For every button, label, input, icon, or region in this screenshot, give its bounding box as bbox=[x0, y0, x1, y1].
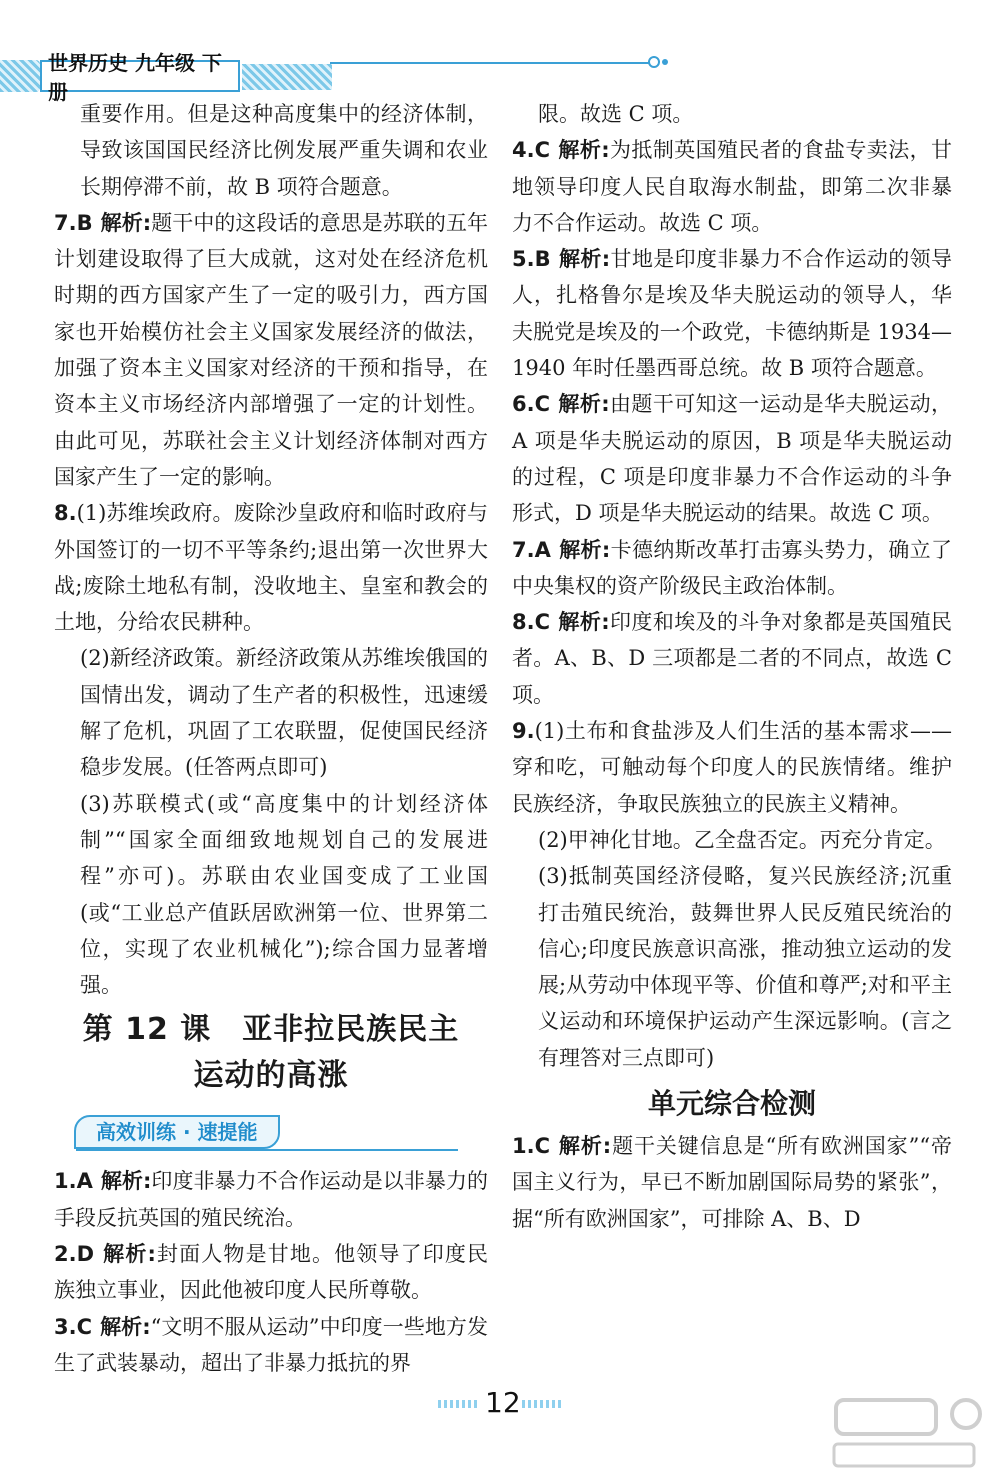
analysis-label: 解析: bbox=[558, 247, 611, 272]
answer-item-8-part3: (3)苏联模式(或“高度集中的计划经济体制”“国家全面细致地规划自己的发展进程”亦可)。苏联由农业国变成了工业国(或“工业总产值跃居欧洲第一位、世界第二位，实现了农业机械化”);综合国力显著增强。 bbox=[80, 791, 488, 998]
header-rule-dot bbox=[662, 59, 668, 65]
answer-item-8-part2: (2)新经济政策。新经济政策从苏维埃俄国的国情出发，调动了生产者的积极性，迅速缓解了危机，巩固了工农联盟，促使国民经济稳步发展。(任答两点即可) bbox=[80, 646, 488, 780]
footer-ornament-right bbox=[522, 1400, 562, 1408]
analysis-label: 解析: bbox=[100, 210, 152, 235]
continued-paragraph: 重要作用。但是这种高度集中的经济体制，导致该国国民经济比例发展严重失调和农业长期停滞不前，故 B 项符合题意。 bbox=[80, 102, 488, 199]
footer-ornament-left bbox=[438, 1400, 478, 1408]
right-column bbox=[512, 96, 952, 1237]
analysis-text: 题干中的这段话的意思是苏联的五年计划建设取得了巨大成就，这对处在经济危机时期的西方国家产生了一定的吸引力，西方国家也开始模仿社会主义国家发展经济的做法，加强了资本主义国家对经济的干预和指导，在资本主义市场经济内部增强了一定的计划性。由此可见，苏联社会主义计划经济体制对西方国家产生了一定的影响。 bbox=[54, 210, 488, 489]
analysis-label: 解析: bbox=[102, 1242, 156, 1267]
analysis-label: 解析: bbox=[558, 537, 611, 562]
answer-item-9 bbox=[512, 713, 952, 822]
analysis-text: 为抵制英国殖民者的食盐专卖法，甘地领导印度人民自取海水制盐，即第二次非暴力不合作运动。故选 C 项。 bbox=[512, 138, 953, 235]
unit-test-title: 单元综合检测 bbox=[647, 1087, 816, 1121]
answer-number: 2.D bbox=[54, 1242, 95, 1267]
answer-item-7b bbox=[512, 532, 952, 605]
answer-item-1 bbox=[54, 1163, 488, 1236]
answer-item-8b bbox=[512, 604, 952, 713]
left-column bbox=[54, 96, 488, 1381]
answer-item-9-part2: (2)甲神化甘地。乙全盘否定。丙充分肯定。 bbox=[538, 827, 946, 852]
analysis-text: 印度和埃及的斗争对象都是英国殖民者。A、B、D 三项都是二者的不同点，故选 C 项。 bbox=[512, 610, 953, 707]
answer-number: 3.C bbox=[54, 1314, 93, 1339]
answer-number: 7.A bbox=[512, 537, 551, 562]
analysis-label: 解析: bbox=[558, 392, 610, 417]
answer-number: 7.B bbox=[54, 210, 93, 235]
analysis-text: 封面人物是甘地。他领导了印度民族独立事业，因此他被印度人民所尊敬。 bbox=[54, 1242, 488, 1303]
answer-text: (1)土布和食盐涉及人们生活的基本需求——穿和吃，可触动每个印度人的民族情绪。维护民族经济，争取民族独立的民族主义精神。 bbox=[512, 719, 952, 816]
answer-item-4 bbox=[512, 132, 952, 241]
section-tag bbox=[74, 1115, 280, 1149]
header-rule-ornament bbox=[648, 56, 660, 68]
answer-item-5 bbox=[512, 241, 952, 386]
analysis-text: “文明不服从运动”中印度一些地方发生了武装暴动，超出了非暴力抵抗的界 bbox=[54, 1314, 488, 1375]
answer-item-8 bbox=[54, 495, 488, 640]
lesson-title-line1: 第 12 课 亚非拉民族民主 bbox=[82, 1012, 460, 1048]
analysis-label: 解析: bbox=[558, 610, 610, 635]
answer-number: 1.A bbox=[54, 1169, 93, 1194]
page-header bbox=[0, 51, 1000, 104]
answer-item-3 bbox=[54, 1309, 488, 1382]
header-rule bbox=[330, 62, 650, 64]
answer-item-2 bbox=[54, 1236, 488, 1309]
analysis-text: 卡德纳斯改革打击寡头势力，确立了中央集权的资产阶级民主政治体制。 bbox=[512, 537, 952, 598]
analysis-text: 印度非暴力不合作运动是以非暴力的手段反抗英国的殖民统治。 bbox=[54, 1169, 489, 1230]
answer-number: 5.B bbox=[512, 247, 551, 272]
answer-item-7 bbox=[54, 205, 488, 495]
analysis-text: 由题干可知这一运动是华夫脱运动，A 项是华夫脱运动的原因，B 项是华夫脱运动的过程，C 项是印度非暴力不合作运动的斗争形式，D 项是华夫脱运动的结果。故选 C 项。 bbox=[512, 392, 953, 526]
analysis-label: 解析: bbox=[558, 138, 610, 163]
answer-number: 8.C bbox=[512, 610, 551, 635]
book-title: 世界历史 九年级 下册 bbox=[40, 60, 240, 92]
analysis-text: 题干关键信息是“所有欧洲国家”“帝国主义行为，早已不断加剧国际局势的紧张”，据“所有欧洲国家”，可排除 A、B、D bbox=[512, 1134, 952, 1231]
answer-item-6 bbox=[512, 386, 952, 531]
answer-text: (1)苏维埃政府。废除沙皇政府和临时政府与外国签订的一切不平等条约;退出第一次世界大战;废除土地私有制，没收地主、皇室和教会的土地，分给农民耕种。 bbox=[54, 501, 488, 635]
analysis-label: 解析: bbox=[100, 1169, 152, 1194]
answer-number: 9. bbox=[512, 719, 535, 744]
analysis-label: 解析: bbox=[558, 1134, 612, 1159]
section-tag-underline bbox=[76, 1149, 458, 1151]
answer-number: 8. bbox=[54, 501, 77, 526]
analysis-text: 甘地是印度非暴力不合作运动的领导人，扎格鲁尔是埃及华夫脱运动的领导人，华夫脱党是埃及的一个政党，卡德纳斯是 1934—1940 年时任墨西哥总统。故 B 项符合题意。 bbox=[512, 247, 953, 381]
watermark-logo-icon bbox=[826, 1392, 986, 1472]
answer-number: 4.C bbox=[512, 138, 551, 163]
continued-paragraph: 限。故选 C 项。 bbox=[538, 102, 694, 126]
header-pattern-left bbox=[0, 60, 40, 92]
analysis-label: 解析: bbox=[100, 1314, 151, 1339]
answer-number: 6.C bbox=[512, 392, 551, 417]
lesson-title-line2: 运动的高涨 bbox=[193, 1058, 349, 1094]
page-number: 12 bbox=[485, 1386, 521, 1419]
lesson-title bbox=[54, 1007, 488, 1099]
unit-answer-item-1 bbox=[512, 1128, 952, 1237]
answer-item-9-part3: (3)抵制英国经济侵略，复兴民族经济;沉重打击殖民统治，鼓舞世界人民反殖民统治的信心;印度民族意识高涨，推动独立运动的发展;从劳动中体现平等、价值和尊严;对和平主义运动和环境保护运动产生深远影响。(言之有理答对三点即可) bbox=[538, 864, 952, 1070]
header-pattern-right bbox=[242, 64, 332, 90]
answer-number: 1.C bbox=[512, 1134, 551, 1159]
section-tag-label: 高效训练 · 速提能 bbox=[96, 1120, 258, 1145]
